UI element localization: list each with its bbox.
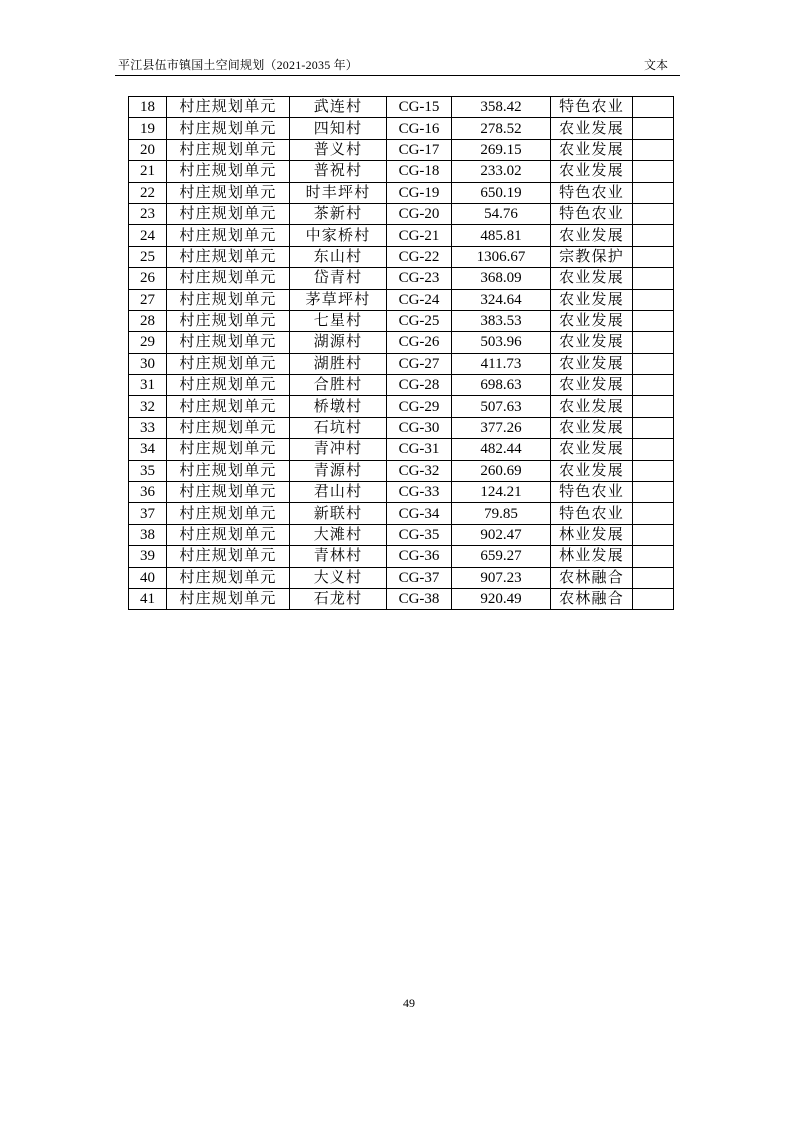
development-type-cell: 特色农业	[551, 482, 633, 503]
planning-unit-cell: 村庄规划单元	[167, 503, 290, 524]
village-name-cell: 东山村	[290, 246, 387, 267]
village-name-cell: 七星村	[290, 310, 387, 331]
planning-unit-cell: 村庄规划单元	[167, 289, 290, 310]
unit-code-cell: CG-23	[387, 268, 452, 289]
unit-code-cell: CG-28	[387, 375, 452, 396]
row-number-cell: 19	[129, 118, 167, 139]
village-name-cell: 大义村	[290, 567, 387, 588]
row-number-cell: 26	[129, 268, 167, 289]
unit-code-cell: CG-17	[387, 139, 452, 160]
planning-unit-cell: 村庄规划单元	[167, 310, 290, 331]
planning-unit-cell: 村庄规划单元	[167, 246, 290, 267]
table-row	[129, 375, 674, 396]
development-type-cell: 农业发展	[551, 439, 633, 460]
village-name-cell: 合胜村	[290, 375, 387, 396]
row-number-cell: 31	[129, 375, 167, 396]
empty-cell	[633, 524, 674, 545]
table-row	[129, 588, 674, 609]
planning-unit-cell: 村庄规划单元	[167, 460, 290, 481]
development-type-cell: 农业发展	[551, 417, 633, 438]
row-number-cell: 36	[129, 482, 167, 503]
unit-code-cell: CG-31	[387, 439, 452, 460]
area-cell: 377.26	[452, 417, 551, 438]
row-number-cell: 38	[129, 524, 167, 545]
table-row	[129, 503, 674, 524]
village-name-cell: 武连村	[290, 97, 387, 118]
planning-unit-cell: 村庄规划单元	[167, 588, 290, 609]
development-type-cell: 特色农业	[551, 182, 633, 203]
row-number-cell: 22	[129, 182, 167, 203]
area-cell: 482.44	[452, 439, 551, 460]
unit-code-cell: CG-24	[387, 289, 452, 310]
development-type-cell: 农业发展	[551, 310, 633, 331]
empty-cell	[633, 332, 674, 353]
row-number-cell: 34	[129, 439, 167, 460]
development-type-cell: 农业发展	[551, 118, 633, 139]
empty-cell	[633, 225, 674, 246]
row-number-cell: 23	[129, 203, 167, 224]
village-name-cell: 湖源村	[290, 332, 387, 353]
planning-unit-cell: 村庄规划单元	[167, 353, 290, 374]
unit-code-cell: CG-35	[387, 524, 452, 545]
row-number-cell: 32	[129, 396, 167, 417]
area-cell: 269.15	[452, 139, 551, 160]
unit-code-cell: CG-26	[387, 332, 452, 353]
development-type-cell: 农林融合	[551, 567, 633, 588]
planning-unit-cell: 村庄规划单元	[167, 161, 290, 182]
row-number-cell: 18	[129, 97, 167, 118]
empty-cell	[633, 439, 674, 460]
empty-cell	[633, 246, 674, 267]
area-cell: 54.76	[452, 203, 551, 224]
village-name-cell: 茅草坪村	[290, 289, 387, 310]
development-type-cell: 林业发展	[551, 546, 633, 567]
unit-code-cell: CG-18	[387, 161, 452, 182]
empty-cell	[633, 310, 674, 331]
planning-unit-cell: 村庄规划单元	[167, 225, 290, 246]
row-number-cell: 39	[129, 546, 167, 567]
empty-cell	[633, 375, 674, 396]
village-name-cell: 青林村	[290, 546, 387, 567]
development-type-cell: 农业发展	[551, 353, 633, 374]
row-number-cell: 29	[129, 332, 167, 353]
area-cell: 485.81	[452, 225, 551, 246]
table-row	[129, 203, 674, 224]
empty-cell	[633, 139, 674, 160]
village-name-cell: 石龙村	[290, 588, 387, 609]
area-cell: 260.69	[452, 460, 551, 481]
development-type-cell: 特色农业	[551, 203, 633, 224]
empty-cell	[633, 482, 674, 503]
empty-cell	[633, 268, 674, 289]
planning-unit-cell: 村庄规划单元	[167, 203, 290, 224]
area-cell: 902.47	[452, 524, 551, 545]
planning-unit-cell: 村庄规划单元	[167, 332, 290, 353]
area-cell: 507.63	[452, 396, 551, 417]
row-number-cell: 35	[129, 460, 167, 481]
planning-unit-cell: 村庄规划单元	[167, 396, 290, 417]
row-number-cell: 28	[129, 310, 167, 331]
unit-code-cell: CG-36	[387, 546, 452, 567]
table-row	[129, 246, 674, 267]
unit-code-cell: CG-15	[387, 97, 452, 118]
area-cell: 233.02	[452, 161, 551, 182]
row-number-cell: 20	[129, 139, 167, 160]
table-row	[129, 161, 674, 182]
empty-cell	[633, 182, 674, 203]
village-name-cell: 君山村	[290, 482, 387, 503]
table-row	[129, 567, 674, 588]
empty-cell	[633, 546, 674, 567]
planning-unit-cell: 村庄规划单元	[167, 546, 290, 567]
development-type-cell: 农业发展	[551, 460, 633, 481]
planning-unit-cell: 村庄规划单元	[167, 417, 290, 438]
table-row	[129, 396, 674, 417]
planning-unit-cell: 村庄规划单元	[167, 139, 290, 160]
table-row	[129, 310, 674, 331]
unit-code-cell: CG-27	[387, 353, 452, 374]
village-name-cell: 青源村	[290, 460, 387, 481]
empty-cell	[633, 396, 674, 417]
planning-unit-cell: 村庄规划单元	[167, 97, 290, 118]
table-row	[129, 182, 674, 203]
development-type-cell: 特色农业	[551, 503, 633, 524]
development-type-cell: 宗教保护	[551, 246, 633, 267]
village-name-cell: 大滩村	[290, 524, 387, 545]
row-number-cell: 30	[129, 353, 167, 374]
table-row	[129, 225, 674, 246]
empty-cell	[633, 460, 674, 481]
unit-code-cell: CG-37	[387, 567, 452, 588]
area-cell: 324.64	[452, 289, 551, 310]
row-number-cell: 25	[129, 246, 167, 267]
unit-code-cell: CG-21	[387, 225, 452, 246]
area-cell: 79.85	[452, 503, 551, 524]
planning-unit-cell: 村庄规划单元	[167, 375, 290, 396]
empty-cell	[633, 97, 674, 118]
village-name-cell: 中家桥村	[290, 225, 387, 246]
village-name-cell: 时丰坪村	[290, 182, 387, 203]
unit-code-cell: CG-20	[387, 203, 452, 224]
table-row	[129, 417, 674, 438]
unit-code-cell: CG-25	[387, 310, 452, 331]
development-type-cell: 农业发展	[551, 268, 633, 289]
table-row	[129, 332, 674, 353]
row-number-cell: 41	[129, 588, 167, 609]
area-cell: 383.53	[452, 310, 551, 331]
row-number-cell: 33	[129, 417, 167, 438]
area-cell: 907.23	[452, 567, 551, 588]
table-row	[129, 460, 674, 481]
development-type-cell: 农业发展	[551, 396, 633, 417]
planning-unit-cell: 村庄规划单元	[167, 439, 290, 460]
planning-unit-cell: 村庄规划单元	[167, 182, 290, 203]
unit-code-cell: CG-22	[387, 246, 452, 267]
table-row	[129, 546, 674, 567]
page-header	[115, 55, 680, 76]
unit-code-cell: CG-38	[387, 588, 452, 609]
unit-code-cell: CG-19	[387, 182, 452, 203]
unit-code-cell: CG-16	[387, 118, 452, 139]
table-row	[129, 289, 674, 310]
table-row	[129, 439, 674, 460]
planning-unit-cell: 村庄规划单元	[167, 268, 290, 289]
empty-cell	[633, 161, 674, 182]
village-name-cell: 四知村	[290, 118, 387, 139]
empty-cell	[633, 353, 674, 374]
unit-code-cell: CG-34	[387, 503, 452, 524]
empty-cell	[633, 118, 674, 139]
area-cell: 358.42	[452, 97, 551, 118]
table-row	[129, 482, 674, 503]
document-title: 平江县伍市镇国土空间规划（2021-2035 年）	[118, 58, 358, 72]
unit-code-cell: CG-30	[387, 417, 452, 438]
area-cell: 503.96	[452, 332, 551, 353]
empty-cell	[633, 567, 674, 588]
area-cell: 920.49	[452, 588, 551, 609]
unit-code-cell: CG-33	[387, 482, 452, 503]
area-cell: 698.63	[452, 375, 551, 396]
table-row	[129, 268, 674, 289]
table-row	[129, 97, 674, 118]
empty-cell	[633, 289, 674, 310]
development-type-cell: 农业发展	[551, 375, 633, 396]
area-cell: 1306.67	[452, 246, 551, 267]
village-name-cell: 普祝村	[290, 161, 387, 182]
village-name-cell: 湖胜村	[290, 353, 387, 374]
development-type-cell: 农林融合	[551, 588, 633, 609]
village-name-cell: 石坑村	[290, 417, 387, 438]
development-type-cell: 农业发展	[551, 332, 633, 353]
development-type-cell: 林业发展	[551, 524, 633, 545]
village-planning-table	[128, 96, 674, 610]
area-cell: 368.09	[452, 268, 551, 289]
row-number-cell: 27	[129, 289, 167, 310]
empty-cell	[633, 203, 674, 224]
table-row	[129, 118, 674, 139]
village-name-cell: 新联村	[290, 503, 387, 524]
planning-unit-cell: 村庄规划单元	[167, 118, 290, 139]
table-row	[129, 139, 674, 160]
row-number-cell: 21	[129, 161, 167, 182]
page-number: 49	[403, 996, 415, 1010]
development-type-cell: 特色农业	[551, 97, 633, 118]
planning-unit-cell: 村庄规划单元	[167, 524, 290, 545]
empty-cell	[633, 503, 674, 524]
village-name-cell: 岱青村	[290, 268, 387, 289]
area-cell: 411.73	[452, 353, 551, 374]
row-number-cell: 37	[129, 503, 167, 524]
area-cell: 659.27	[452, 546, 551, 567]
development-type-cell: 农业发展	[551, 289, 633, 310]
section-label: 文本	[643, 58, 668, 72]
village-name-cell: 普义村	[290, 139, 387, 160]
unit-code-cell: CG-32	[387, 460, 452, 481]
table-body	[129, 97, 674, 610]
village-name-cell: 桥墩村	[290, 396, 387, 417]
row-number-cell: 40	[129, 567, 167, 588]
unit-code-cell: CG-29	[387, 396, 452, 417]
area-cell: 124.21	[452, 482, 551, 503]
area-cell: 650.19	[452, 182, 551, 203]
development-type-cell: 农业发展	[551, 161, 633, 182]
row-number-cell: 24	[129, 225, 167, 246]
empty-cell	[633, 588, 674, 609]
planning-unit-cell: 村庄规划单元	[167, 482, 290, 503]
village-name-cell: 青冲村	[290, 439, 387, 460]
table-row	[129, 524, 674, 545]
empty-cell	[633, 417, 674, 438]
development-type-cell: 农业发展	[551, 139, 633, 160]
village-name-cell: 茶新村	[290, 203, 387, 224]
area-cell: 278.52	[452, 118, 551, 139]
development-type-cell: 农业发展	[551, 225, 633, 246]
planning-unit-cell: 村庄规划单元	[167, 567, 290, 588]
table-row	[129, 353, 674, 374]
